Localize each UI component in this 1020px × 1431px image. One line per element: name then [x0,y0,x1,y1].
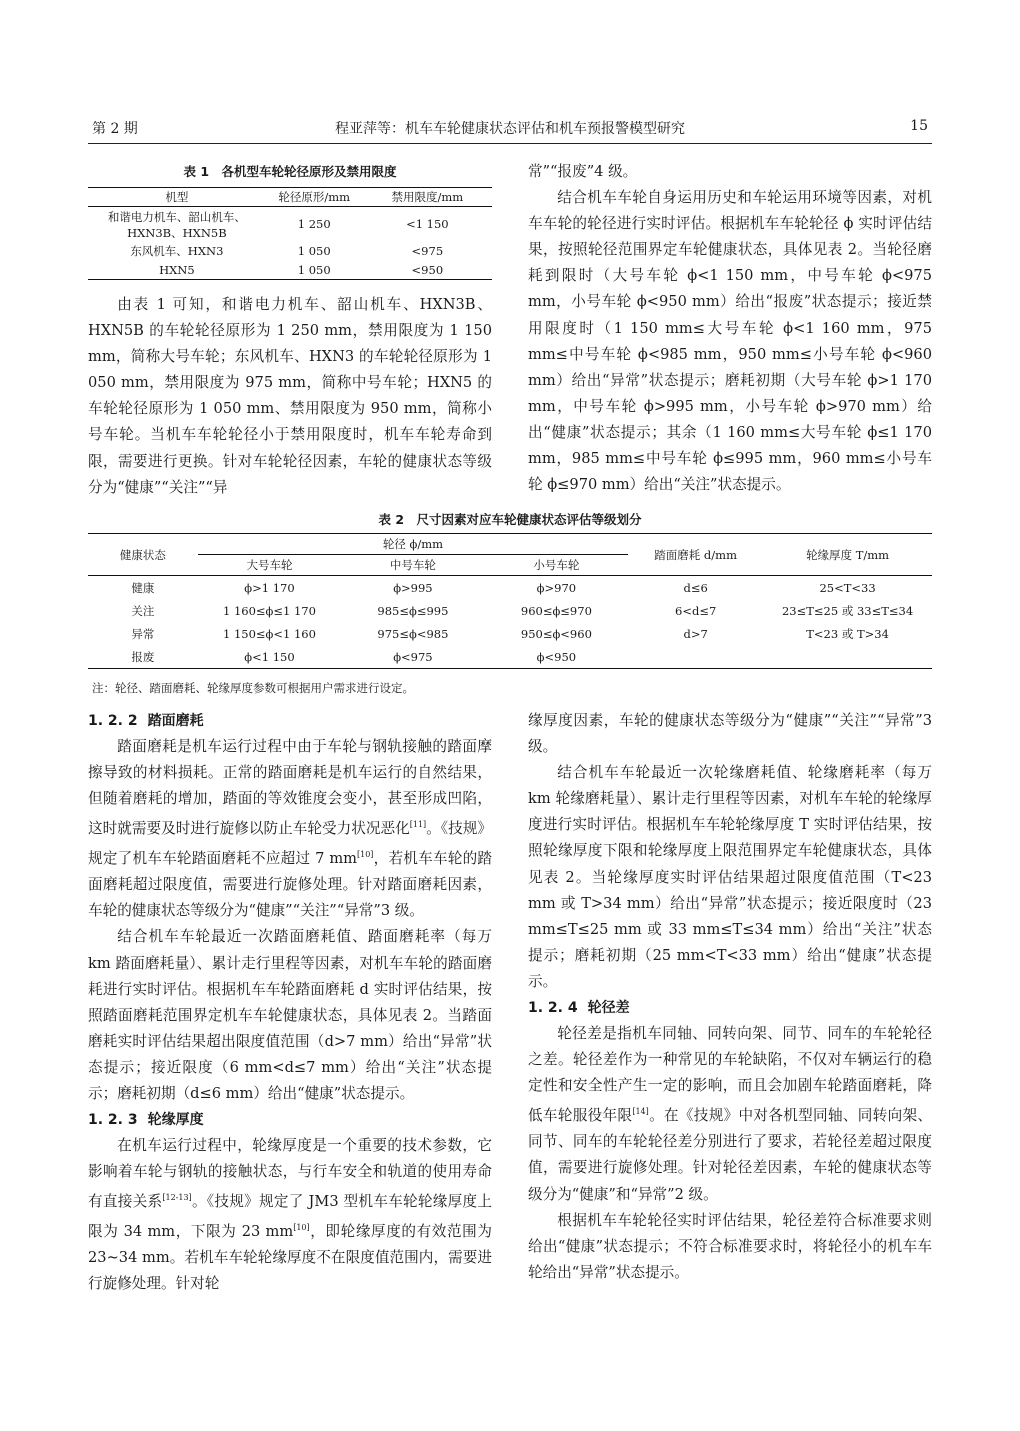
table-row [88,599,932,622]
paragraph [528,1021,932,1208]
paragraph [88,1133,492,1297]
section-title: 踏面磨耗 [147,713,204,729]
text-run: 踏面磨耗是机车运行过程中由于车轮与钢轨接触的踏面摩擦导致的材料损耗。正常的踏面磨耗是机车运行的自然结果，但随着磨耗的增加，踏面的等效锥度会变小，甚至形成凹陷，这时就需要及时进行旋修以防止车轮受力状况恶化 [88,738,492,838]
table1-cell-limit: <975 [411,243,444,258]
table2-cell-small: ϕ>970 [536,580,577,595]
right-bottom-text [528,708,932,1286]
citation: [14] [632,1107,649,1117]
paragraph [88,734,492,924]
header-rule [88,143,932,144]
table1-model-line2: HXN3B、HXN5B [127,226,227,240]
table2-cell-medium: 985≤ϕ≤995 [377,603,449,618]
table2-cell-tread: d≤6 [683,580,708,595]
page-number: 15 [910,118,928,134]
table2-cell-small: ϕ<950 [485,645,628,669]
table2-sub-small: 小号车轮 [485,555,628,576]
table1-cell-original: 1 050 [297,243,331,258]
table2-cell-state: 关注 [131,603,155,618]
text-run: ，即轮缘厚度的有效范围为 23~34 mm。若机车车轮轮缘厚度不在限度值范围内，需要进行旋修处理。针对轮 [88,1223,492,1293]
table1-cell-model: HXN5 [88,260,266,280]
table2-cell-state: 异常 [131,626,155,641]
citation: [10] [293,1223,310,1233]
paragraph: 常”“报废”4 级。 [528,163,638,180]
paragraph: 缘厚度因素，车轮的健康状态等级分为“健康”“关注”“异常”3 级。 [528,712,932,756]
table2-sub-medium: 中号车轮 [341,555,484,576]
table-row [88,576,932,600]
section-title: 轮缘厚度 [147,1112,204,1129]
section-number: 1. 2. 2 [88,713,138,729]
table1-model-line1: 和谐电力机车、韶山机车、 [107,210,246,224]
table2-cell-medium: 975≤ϕ<985 [377,626,449,641]
left-top-text [88,292,492,501]
journal-issue: 第 2 期 [92,121,138,137]
table1-caption: 表 1 各机型车轮轮径原形及禁用限度 [183,164,397,179]
table2-cell-medium: ϕ>995 [393,580,433,595]
table2-cell-flange [763,645,932,669]
citation: [12-13] [162,1193,192,1203]
table2-note: 注：轮径、踏面磨耗、轮缘厚度参数可根据用户需求进行设定。 [92,681,414,695]
citation: [11] [409,820,427,830]
table2-cell-large: 1 160≤ϕ≤1 170 [222,603,316,618]
table2 [88,533,932,669]
table2-cell-flange: 25<T<33 [819,580,876,595]
table2-cell-small: 960≤ϕ≤970 [520,603,592,618]
table2-col-diameter: 轮径 ϕ/mm [198,534,628,555]
table2-sub-large: 大号车轮 [198,555,341,576]
table1-cell-limit: <1 150 [406,217,449,231]
paragraph: 结合机车车轮最近一次轮缘磨耗值、轮缘磨耗率（每万 km 轮缘磨耗量）、累计走行里程等因素，对机车车轮的轮缘厚度进行实时评估。根据机车车轮轮缘厚度 T 实时评估结果，按照轮缘厚度下限和轮缘厚度上限范围界定车轮健康状态，具体见表 2。当轮缘厚度实时评估结果超过限度值范围（T<23 mm 或 T>34 mm）给出“异常”状态提示；接近限度时（23 mm≤T≤25 mm 或 33 mm≤T≤34 mm）给出“关注”状态提示；磨耗初期（25 mm<T<33 mm）给出“健康”状态提示。 [528,764,932,990]
table-row [88,645,932,669]
section-heading [88,1107,492,1133]
table-row [88,622,932,645]
text-run: 。《技规》规定了 JM3 型机车车轮轮缘厚度上限为 34 mm，下限为 23 mm [88,1193,492,1241]
table2-col-tread: 踏面磨耗 d/mm [628,534,763,576]
table2-cell-medium: ϕ<975 [341,645,484,669]
text-run: ，若机车车轮的踏面磨耗超过限度值，需要进行旋修处理。针对踏面磨耗因素，车轮的健康状态等级分为“健康”“关注”“异常”3 级。 [88,850,492,920]
section-heading [88,708,492,734]
right-top-text [528,159,932,498]
table1-col-model: 机型 [88,188,266,207]
table2-cell-flange: T<23 或 T>34 [806,626,889,641]
citation: [10] [357,850,374,860]
table1-cell-original: 1 050 [266,260,363,280]
table-row [88,260,492,280]
table1-cell-model [88,207,266,242]
table2-cell-large: ϕ<1 150 [198,645,341,669]
text-run: 轮径差是指机车同轴、同转向架、同节、同车的车轮轮径之差。轮径差作为一种常见的车轮缺陷，不仅对车辆运行的稳定性和安全性产生一定的影响，而且会加剧车轮踏面磨耗，降低车轮服役年限 [528,1025,932,1125]
table2-cell-state: 报废 [88,645,198,669]
paragraph: 由表 1 可知，和谐电力机车、韶山机车、HXN3B、HXN5B 的车轮轮径原形为 1 250 mm，禁用限度为 1 150 mm，简称大号车轮；东风机车、HXN3 的车轮轮径原形为 1 050 mm，禁用限度为 975 mm，简称中号车轮；HXN5 的车轮轮径原形为 1 050 mm、禁用限度为 950 mm，简称小号车轮。当机车车轮轮径小于禁用限度时，机车车轮寿命到限，需要进行更换。针对车轮轮径因素，车轮的健康状态等级分为“健康”“关注”“异 [88,296,492,496]
running-title: 程亚萍等：机车车轮健康状态评估和机车预报警模型研究 [335,121,685,137]
text-run: 在机车运行过程中，轮缘厚度是一个重要的技术参数，它影响着车轮与钢轨的接触状态，与行车安全和轨道的使用寿命有直接关系 [88,1137,492,1211]
table2-cell-tread [628,645,763,669]
table1-cell-original: 1 250 [297,217,331,231]
section-number: 1. 2. 3 [88,1112,138,1129]
table1-col-original: 轮径原形/mm [266,188,363,207]
section-number: 1. 2. 4 [528,1000,578,1017]
table-row [88,207,492,242]
section-title: 轮径差 [587,1000,630,1017]
left-bottom-text [88,708,492,1298]
section-heading [528,995,932,1021]
text-run: 。《技规》规定了机车车轮踏面磨耗不应超过 7 mm [88,820,492,868]
table-row [88,241,492,260]
text-run: 。在《技规》中对各机型同轴、同转向架、同节、同车的车轮轮径差分别进行了要求，若轮径差超过限度值，需要进行旋修处理。针对轮径差因素，车轮的健康状态等级分为“健康”和“异常”2 级。 [528,1107,932,1203]
table2-cell-large: ϕ>1 170 [244,580,295,595]
table1-cell-limit: <950 [363,260,492,280]
table2-caption: 表 2 尺寸因素对应车轮健康状态评估等级划分 [378,512,642,527]
paragraph: 结合机车车轮自身运用历史和车轮运用环境等因素，对机车车轮的轮径进行实时评估。根据机车车轮轮径 ϕ 实时评估结果，按照轮径范围界定车轮健康状态，具体见表 2。当轮径磨耗到限时（大号车轮 ϕ<1 150 mm，中号车轮 ϕ<975 mm，小号车轮 ϕ<950 mm）给出“报废”状态提示；接近禁用限度时（1 150 mm≤大号车轮 ϕ<1 160 mm，975 mm≤中号车轮 ϕ<985 mm，950 mm≤小号车轮 ϕ<960 mm）给出“异常”状态提示；磨耗初期（大号车轮 ϕ>1 170 mm，中号车轮 ϕ>995 mm，小号车轮 ϕ>970 mm）给出“健康”状态提示；其余（1 160 mm≤大号车轮 ϕ≤1 170 mm，985 mm≤中号车轮 ϕ≤995 mm，960 mm≤小号车轮 ϕ≤970 mm）给出“关注”状态提示。 [528,189,932,494]
table2-cell-tread: d>7 [683,626,708,641]
table2-col-flange: 轮缘厚度 T/mm [763,534,932,576]
table1-cell-model: 东风机车、HXN3 [130,243,224,258]
table2-col-state: 健康状态 [88,534,198,576]
table1 [88,187,492,280]
paragraph: 结合机车车轮最近一次踏面磨耗值、踏面磨耗率（每万 km 踏面磨耗量）、累计走行里程等因素，对机车车轮的踏面磨耗进行实时评估。根据机车车轮踏面磨耗 d 实时评估结果，按照踏面磨耗范围界定机车车轮健康状态，具体见表 2。当踏面磨耗实时评估结果超出限度值范围（d>7 mm）给出“异常”状态提示；接近限度（6 mm<d≤7 mm）给出“关注”状态提示；磨耗初期（d≤6 mm）给出“健康”状态提示。 [88,928,492,1103]
table2-cell-flange: 23≤T≤25 或 33≤T≤34 [781,603,914,618]
table1-col-limit: 禁用限度/mm [363,188,492,207]
table2-cell-large: 1 150≤ϕ<1 160 [222,626,316,641]
paragraph: 根据机车车轮轮径实时评估结果，轮径差符合标准要求则给出“健康”状态提示；不符合标准要求时，将轮径小的机车车轮给出“异常”状态提示。 [528,1211,932,1281]
table2-cell-tread: 6<d≤7 [675,603,717,618]
table2-cell-state: 健康 [131,580,155,595]
table2-cell-small: 950≤ϕ<960 [520,626,592,641]
